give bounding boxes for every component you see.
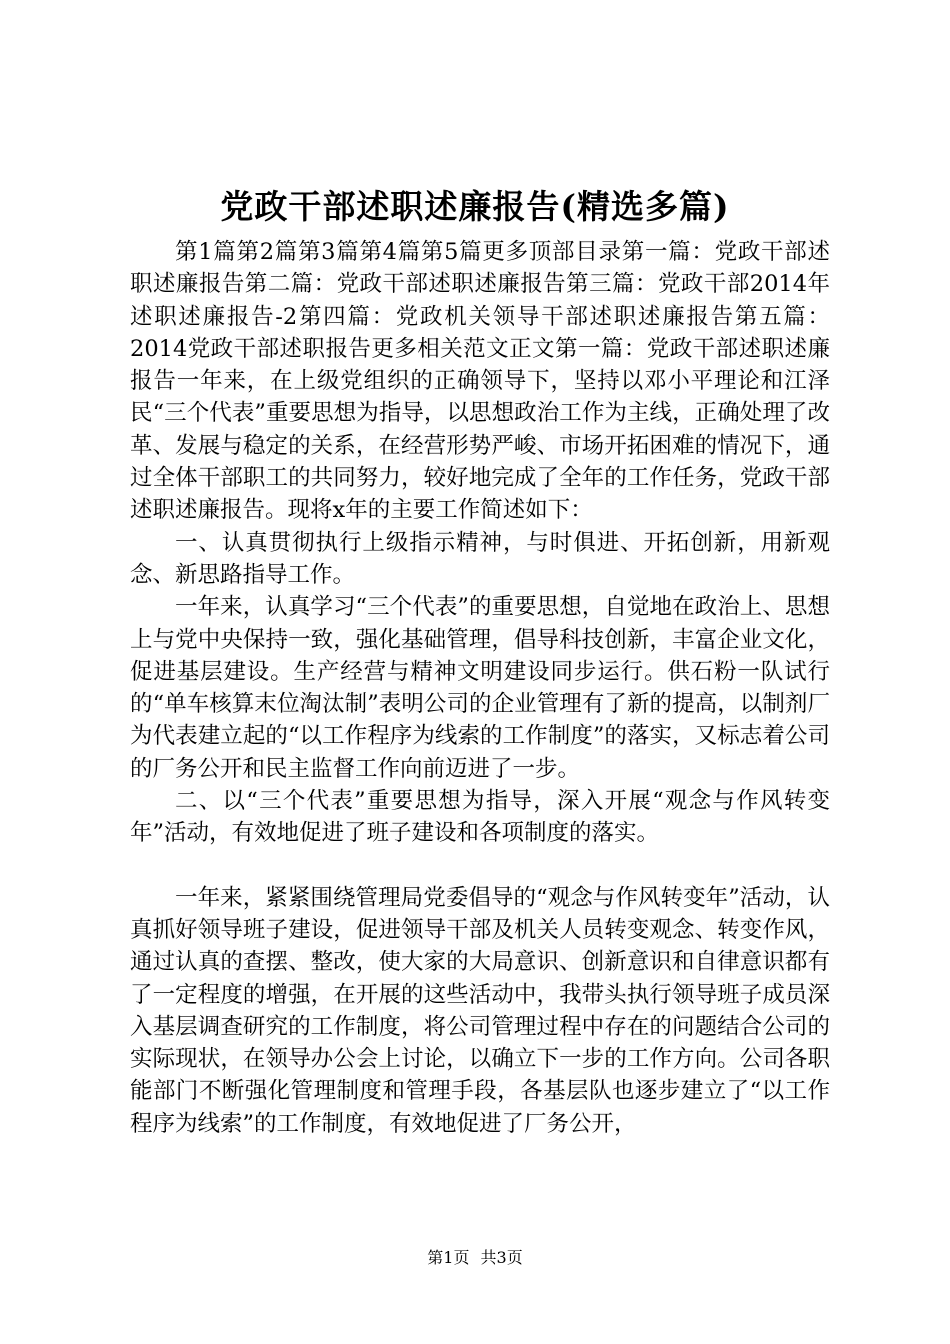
paragraph-section-one-heading: 一、认真贯彻执行上级指示精神，与时俱进、开拓创新，用新观念、新思路指导工作。	[130, 529, 830, 588]
paragraph-section-two-body: 一年来，紧紧围绕管理局党委倡导的“观念与作风转变年”活动，认真抓好领导班子建设，促进领导干部及机关人员转变观念、转变作风，通过认真的查摆、整改，使大家的大局意识、创新意识和自律意识都有了一定程度的增强，在开展的这些活动中，我带头执行领导班子成员深入基层调查研究的工作制度，将公司管理过程中存在的问题结合公司的实际现状，在领导办公会上讨论，以确立下一步的工作方向。公司各职能部门不断强化管理制度和管理手段，各基层队也逐步建立了“以工作程序为线索”的工作制度，有效地促进了厂务公开，	[130, 884, 830, 1137]
document-body	[130, 236, 830, 1140]
document-title: 党政干部述职述廉报告(精选多篇)	[220, 187, 730, 226]
page-total: 共3页	[480, 1248, 523, 1267]
paragraph-section-two-heading: 二、以“三个代表”重要思想为指导，深入开展“观念与作风转变年”活动，有效地促进了班子建设和各项制度的落实。	[130, 788, 830, 847]
page-footer	[0, 1247, 950, 1269]
page-number: 第1页	[427, 1248, 470, 1267]
paragraph-intro: 第1篇第2篇第3篇第4篇第5篇更多顶部目录第一篇：党政干部述职述廉报告第二篇：党政干部述职述廉报告第三篇：党政干部2014年述职述廉报告-2第四篇：党政机关领导干部述职述廉报告第五篇：2014党政干部述职报告更多相关范文正文第一篇：党政干部述职述廉报告一年来，在上级党组织的正确领导下，坚持以邓小平理论和江泽民“三个代表”重要思想为指导，以思想政治工作为主线，正确处理了改革、发展与稳定的关系，在经营形势严峻、市场开拓困难的情况下，通过全体干部职工的共同努力，较好地完成了全年的工作任务，党政干部述职述廉报告。现将x年的主要工作简述如下：	[130, 239, 830, 524]
paragraph-section-one-body: 一年来，认真学习“三个代表”的重要思想，自觉地在政治上、思想上与党中央保持一致，强化基础管理，倡导科技创新，丰富企业文化，促进基层建设。生产经营与精神文明建设同步运行。供石粉一队试行的“单车核算末位淘汰制”表明公司的企业管理有了新的提高，以制剂厂为代表建立起的“以工作程序为线索的工作制度”的落实，又标志着公司的厂务公开和民主监督工作向前迈进了一步。	[130, 594, 830, 782]
